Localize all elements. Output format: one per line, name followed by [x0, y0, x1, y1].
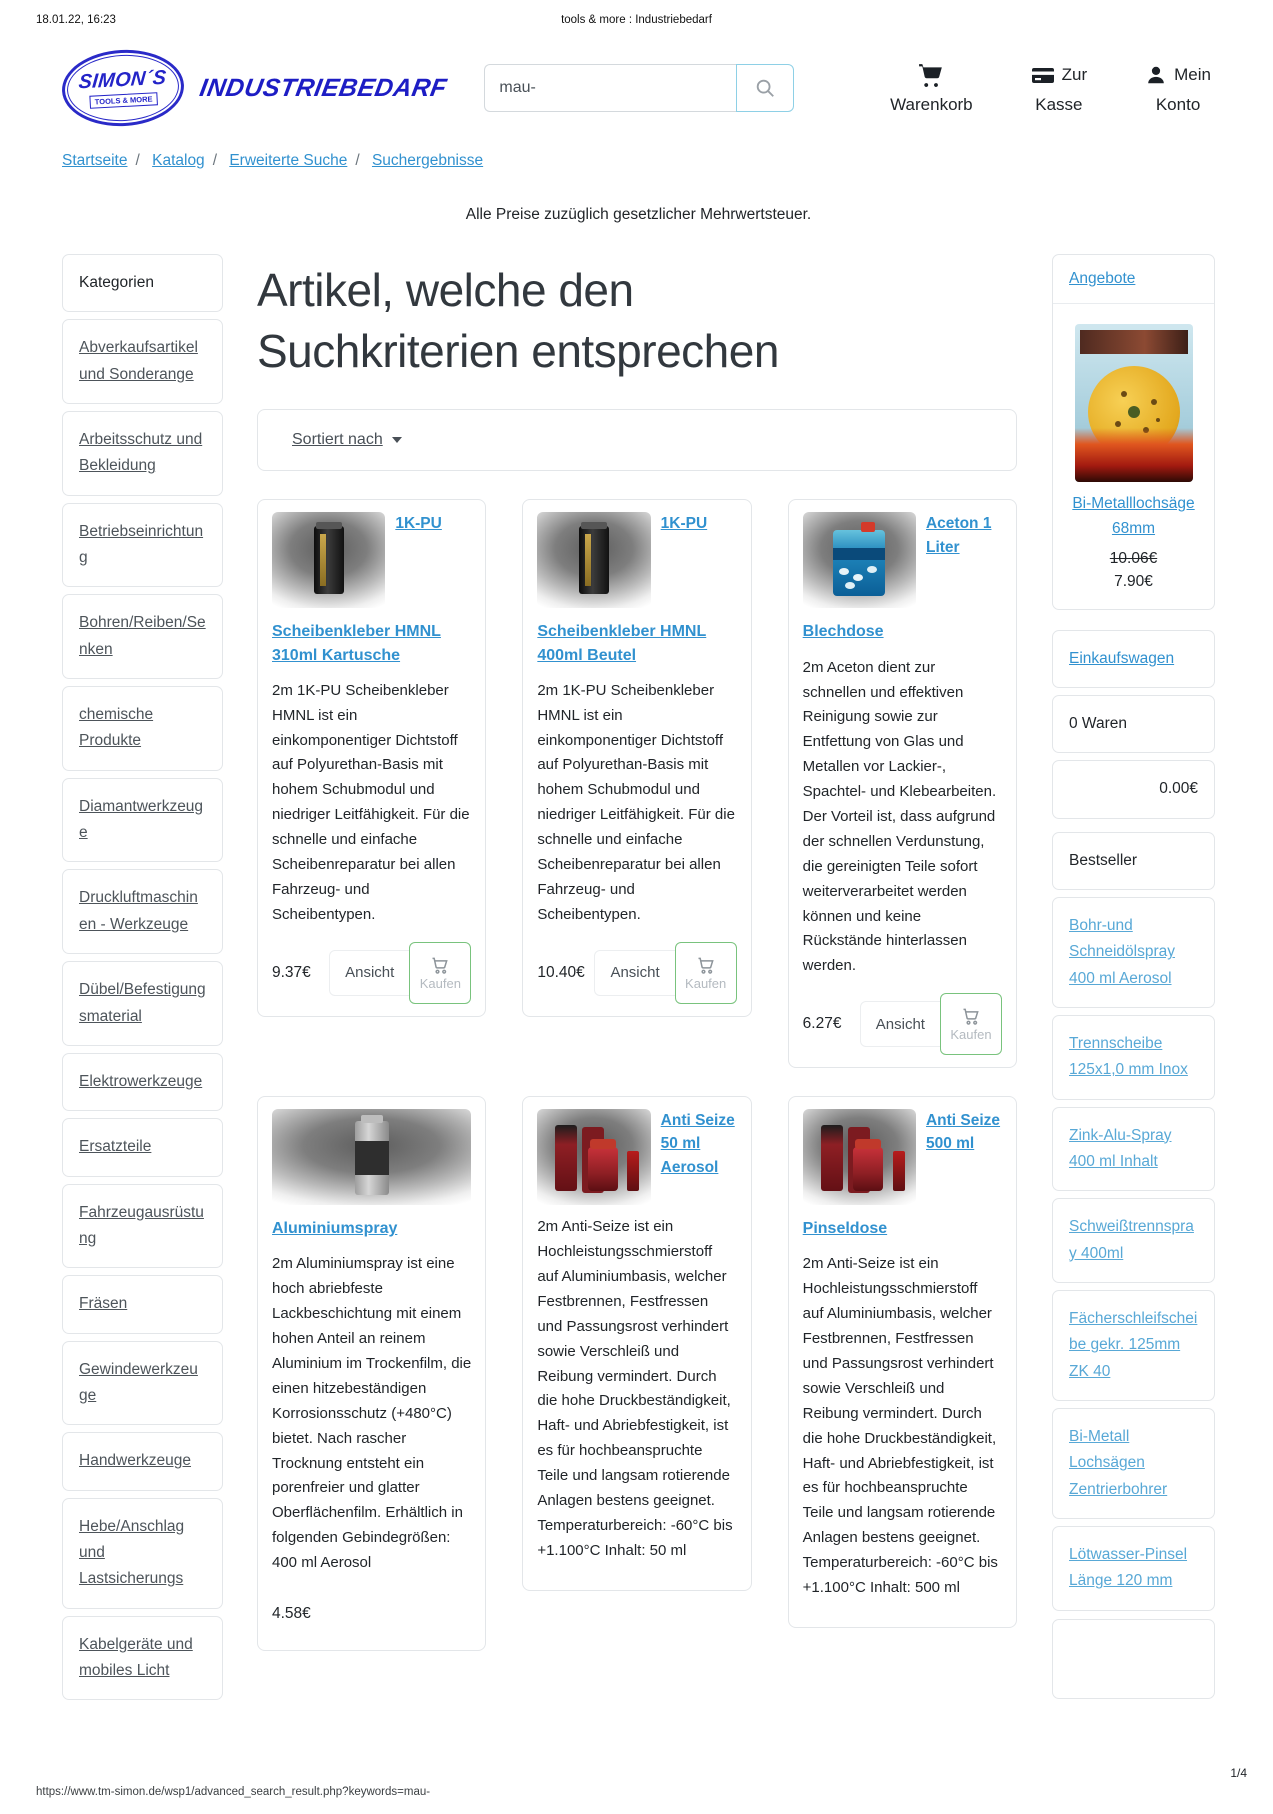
product-description: 2m Aluminiumspray ist eine hoch abriebfeste Lackbeschichtung mit einem hohen Anteil an reinem Aluminium im Trockenfilm, die einen hitzebeständigen Korrosionsschutz (+480°C) bietet. Nach rascher Trocknung entsteht ein porenfreier und glatter Oberflächenfilm. Erhältlich in folgenden Gebindegrößen: 400 ml Aerosol — [272, 1255, 472, 1572]
product-price-row — [272, 942, 471, 1004]
breadcrumb-link[interactable]: Startseite — [62, 152, 128, 169]
breadcrumb-separator: / — [212, 152, 217, 169]
product-title-link[interactable]: Scheibenkleber HMNL 400ml Beutel — [537, 623, 707, 664]
cart-box — [1052, 630, 1215, 819]
category-link[interactable]: Betriebseinrichtung — [79, 522, 204, 567]
buy-button-label: Kaufen — [950, 1027, 992, 1043]
cart-box-header — [1052, 630, 1215, 688]
mein-konto-action[interactable] — [1145, 61, 1211, 115]
category-item — [62, 961, 223, 1046]
search-bar — [484, 64, 794, 112]
category-item — [62, 411, 223, 496]
breadcrumb-link[interactable]: Katalog — [152, 152, 205, 169]
offers-header — [1053, 255, 1214, 304]
tax-notice: Alle Preise zuzüglich gesetzlicher Mehrwertsteuer. — [465, 206, 812, 223]
bestseller-link[interactable]: Schweißtrennspray 400ml — [1069, 1218, 1194, 1262]
product-card — [522, 1096, 751, 1590]
cart-total: 0.00€ — [1052, 760, 1215, 818]
category-item — [62, 869, 223, 954]
category-link[interactable]: Ersatzteile — [79, 1138, 152, 1156]
category-item — [62, 1118, 223, 1176]
category-link[interactable]: Elektrowerkzeuge — [79, 1072, 203, 1090]
category-item — [62, 1053, 223, 1111]
category-item — [62, 1275, 223, 1333]
product-side-link[interactable]: 1K-PU — [660, 515, 708, 533]
product-image[interactable] — [272, 1109, 471, 1205]
breadcrumb-item — [152, 152, 225, 169]
cart-icon — [430, 955, 450, 975]
breadcrumb-item — [62, 152, 148, 169]
category-item — [62, 1184, 223, 1269]
category-link[interactable]: chemische Produkte — [79, 706, 154, 750]
bestseller-link[interactable]: Zink-Alu-Spray 400 ml Inhalt — [1069, 1126, 1172, 1171]
caret-down-icon — [392, 437, 402, 443]
blister-band — [1080, 330, 1188, 354]
breadcrumb-separator: / — [135, 152, 140, 169]
category-item — [62, 686, 223, 771]
product-price-row — [537, 942, 736, 1004]
product-card — [257, 1096, 486, 1651]
search-icon — [754, 77, 776, 99]
page — [0, 50, 1273, 1707]
product-title-link[interactable]: Aluminiumspray — [272, 1220, 398, 1238]
category-link[interactable]: Fahrzeugausrüstung — [79, 1203, 204, 1247]
bestseller-item — [1052, 897, 1215, 1008]
offer-price: 7.90€ — [1114, 572, 1153, 590]
offers-link[interactable]: Angebote — [1069, 270, 1136, 287]
bestseller-box — [1052, 832, 1215, 1699]
product-card — [257, 499, 486, 1016]
product-description: 2m 1K-PU Scheibenkleber HMNL ist ein einkomponentiger Dichtstoff auf Polyurethan-Basis mit hohem Schubmodul und niedriger Leitfähigkeit. Für die schnelle und einfache Scheibenreparatur bei allen Fahrzeug- und Scheibentypen. — [272, 681, 470, 923]
buy-button-label: Kaufen — [419, 975, 461, 991]
offer-product-image[interactable] — [1075, 324, 1193, 482]
breadcrumb-item — [229, 152, 367, 169]
bestseller-item — [1052, 1198, 1215, 1283]
bestseller-item — [1052, 1408, 1215, 1519]
product-title-link[interactable]: Scheibenkleber HMNL 310ml Kartusche — [272, 623, 441, 664]
category-link[interactable]: Kabelgeräte und mobiles Licht — [79, 1635, 193, 1679]
categories-list — [62, 319, 223, 1700]
cart-count: 0 Waren — [1052, 695, 1215, 753]
cart-icon — [918, 62, 944, 88]
product-description: 2m 1K-PU Scheibenkleber HMNL ist ein einkomponentiger Dichtstoff auf Polyurethan-Basis mit hohem Schubmodul und niedriger Leitfähigkeit. Für die schnelle und einfache Scheibenreparatur bei allen Fahrzeug- und Scheibentypen. — [537, 681, 735, 923]
logo-name-text: SIMON´S — [77, 66, 168, 94]
category-link[interactable]: Gewindewerkzeuge — [79, 1360, 198, 1404]
product-buttons — [594, 942, 736, 1004]
sort-box — [257, 409, 1017, 471]
breadcrumb-item — [372, 152, 483, 169]
category-item — [62, 1616, 223, 1701]
product-side-link[interactable]: Aceton 1 Liter — [925, 515, 992, 556]
category-item — [62, 594, 223, 679]
product-card-top — [537, 1109, 736, 1205]
product-image[interactable] — [272, 512, 385, 608]
zur-kasse-label-bottom: Kasse — [1035, 95, 1083, 114]
category-item — [62, 503, 223, 588]
header-actions — [890, 61, 1215, 115]
bestseller-title: Bestseller — [1052, 832, 1215, 890]
browser-print-header — [0, 14, 1273, 34]
bestseller-link[interactable]: Trennscheibe 125x1,0 mm Inox — [1069, 1035, 1188, 1079]
product-card-top — [272, 512, 471, 608]
right-sidebar — [1052, 254, 1215, 1706]
bestseller-link[interactable]: Fächerschleifscheibe gekr. 125mm ZK 40 — [1069, 1310, 1198, 1380]
bestseller-item — [1052, 1526, 1215, 1611]
bestseller-item — [1052, 1015, 1215, 1100]
offer-product-link[interactable]: Bi-Metalllochsäge 68mm — [1072, 495, 1195, 537]
bestseller-item — [1052, 1290, 1215, 1401]
breadcrumb-separator: / — [355, 152, 360, 169]
window-title: tools & more : Industriebedarf — [561, 14, 712, 26]
category-link[interactable]: Arbeitsschutz und Bekleidung — [79, 431, 203, 475]
flames-graphic — [1075, 428, 1193, 482]
product-title-link[interactable]: Pinseldose — [802, 1220, 888, 1238]
logo-brand-text: INDUSTRIEBEDARF — [197, 73, 449, 102]
product-price: 4.58€ — [272, 1604, 311, 1622]
product-title-link[interactable]: Blechdose — [802, 623, 884, 641]
main-content — [257, 254, 1017, 1651]
product-card-top — [537, 512, 736, 608]
timestamp: 18.01.22, 16:23 — [36, 14, 116, 26]
category-link[interactable]: Handwerkzeuge — [79, 1452, 192, 1470]
zur-kasse-action[interactable] — [1031, 61, 1088, 115]
sort-dropdown[interactable]: Sortiert nach — [292, 431, 383, 449]
content-columns — [62, 254, 1215, 1707]
product-image[interactable] — [537, 512, 650, 608]
product-card-top — [803, 512, 1002, 608]
categories-sidebar — [62, 254, 223, 1707]
product-price: 6.27€ — [802, 1015, 842, 1033]
bestseller-link[interactable]: Bohr-und Schneidölspray 400 ml Aerosol — [1069, 916, 1175, 987]
category-item — [62, 319, 223, 404]
search-button[interactable] — [736, 64, 794, 112]
person-icon — [1145, 64, 1167, 86]
credit-card-icon — [1031, 63, 1055, 87]
offers-body — [1053, 304, 1214, 609]
product-grid — [257, 499, 1017, 1651]
product-image[interactable] — [803, 1109, 916, 1205]
mein-konto-label-bottom: Konto — [1155, 95, 1201, 114]
category-link[interactable]: Fräsen — [79, 1295, 128, 1313]
breadcrumb — [62, 152, 1215, 170]
product-image[interactable] — [537, 1109, 650, 1205]
product-price-row — [803, 993, 1002, 1055]
page-title: Artikel, welche den Suchkriterien entsprechen — [257, 264, 779, 377]
logo[interactable] — [62, 50, 449, 126]
category-item — [62, 778, 223, 863]
bestseller-item — [1052, 1107, 1215, 1192]
cart-box-link[interactable]: Einkaufswagen — [1069, 649, 1175, 667]
bestseller-link[interactable]: Lötwasser-Pinsel Länge 120 mm — [1069, 1546, 1188, 1590]
product-buttons — [329, 942, 471, 1004]
buy-button[interactable] — [940, 993, 1002, 1055]
view-button[interactable]: Ansicht — [860, 1001, 941, 1047]
product-price: 9.37€ — [272, 963, 311, 981]
product-card-top — [803, 1109, 1002, 1205]
search-input[interactable] — [484, 64, 736, 112]
category-link[interactable]: Dübel/Befestigungsmaterial — [79, 981, 206, 1025]
page-indicator: 1/4 — [1230, 1766, 1247, 1780]
breadcrumb-link[interactable]: Suchergebnisse — [371, 152, 484, 169]
mein-konto-label-top: Mein — [1174, 65, 1211, 84]
cart-icon — [961, 1006, 981, 1026]
product-side-link[interactable]: Anti Seize 50 ml Aerosol — [660, 1112, 735, 1176]
product-buttons — [860, 993, 1002, 1055]
product-card — [522, 499, 751, 1016]
print-footer-url: https://www.tm-simon.de/wsp1/advanced_search_result.php?keywords=mau- — [36, 1786, 431, 1798]
logo-tagline-text: TOOLS & MORE — [89, 92, 157, 109]
product-price: 10.40€ — [537, 963, 585, 981]
breadcrumb-link[interactable]: Erweiterte Suche — [229, 152, 348, 169]
bestseller-list — [1052, 897, 1215, 1611]
partial-box — [1052, 1619, 1215, 1699]
categories-title: Kategorien — [62, 254, 223, 312]
category-link[interactable]: Bohren/Reiben/Senken — [79, 614, 206, 658]
offers-box — [1052, 254, 1215, 610]
product-description: 2m Anti-Seize ist ein Hochleistungsschmierstoff auf Aluminiumbasis, welcher Festbrennen, Festfressen und Passungsrost verhindert sowie Verschleiß und Reibung vermindert. Durch die hohe Druckbeständigkeit, Haft- und Abriebfestigkeit, ist es für hochbeanspruchte Teile und langsam rotierende Anlagen bestens geeignet. Temperaturbereich: -60°C bis +1.100°C Inhalt: 50 ml — [537, 1218, 733, 1559]
product-card — [788, 499, 1017, 1068]
buy-button-label: Kaufen — [685, 975, 727, 991]
product-image[interactable] — [803, 512, 916, 608]
product-side-link[interactable]: 1K-PU — [395, 515, 442, 533]
bestseller-link[interactable]: Bi-Metall Lochsägen Zentrierbohrer — [1069, 1428, 1168, 1498]
product-card — [788, 1096, 1017, 1628]
product-price-row — [272, 1590, 471, 1638]
buy-button[interactable] — [409, 942, 471, 1004]
product-side-link[interactable]: Anti Seize 500 ml — [925, 1112, 1001, 1153]
product-description: 2m Anti-Seize ist ein Hochleistungsschmierstoff auf Aluminiumbasis, welcher Festbrennen, Festfressen und Passungsrost verhindert sowie Verschleiß und Reibung vermindert. Durch die hohe Druckbeständigkeit, Haft- und Abriebfestigkeit, ist es für hochbeanspruchte Teile und langsam rotierende Anlagen bestens geeignet. Temperaturbereich: -60°C bis +1.100°C Inhalt: 500 ml — [802, 1255, 998, 1596]
category-item — [62, 1498, 223, 1609]
category-link[interactable]: Hebe/Anschlag und Lastsicherungs — [79, 1517, 185, 1588]
zur-kasse-label-top: Zur — [1061, 65, 1088, 84]
category-item — [62, 1341, 223, 1426]
offer-old-price: 10.06€ — [1109, 549, 1158, 567]
view-button[interactable]: Ansicht — [594, 950, 675, 996]
view-button[interactable]: Ansicht — [329, 950, 410, 996]
logo-oval — [60, 47, 186, 129]
product-description: 2m Aceton dient zur schnellen und effektiven Reinigung sowie zur Entfettung von Glas und Metallen vor Lackier-, Spachtel- und Klebearbeiten. Der Vorteil ist, dass aufgrund der schnellen Verdunstung, die gereinigten Teile sofort weiterverarbeitet werden können und keine Rückstände hinterlassen werden. — [802, 658, 997, 975]
product-card-top — [272, 1109, 471, 1205]
buy-button[interactable] — [675, 942, 737, 1004]
site-header — [62, 50, 1215, 126]
warenkorb-label: Warenkorb — [890, 95, 973, 114]
category-item — [62, 1432, 223, 1490]
category-link[interactable]: Diamantwerkzeuge — [79, 797, 204, 842]
cart-icon — [696, 955, 716, 975]
category-link[interactable]: Druckluftmaschinen - Werkzeuge — [79, 889, 198, 933]
category-link[interactable]: Abverkaufsartikel und Sonderange — [79, 339, 198, 383]
warenkorb-action[interactable] — [890, 61, 973, 115]
